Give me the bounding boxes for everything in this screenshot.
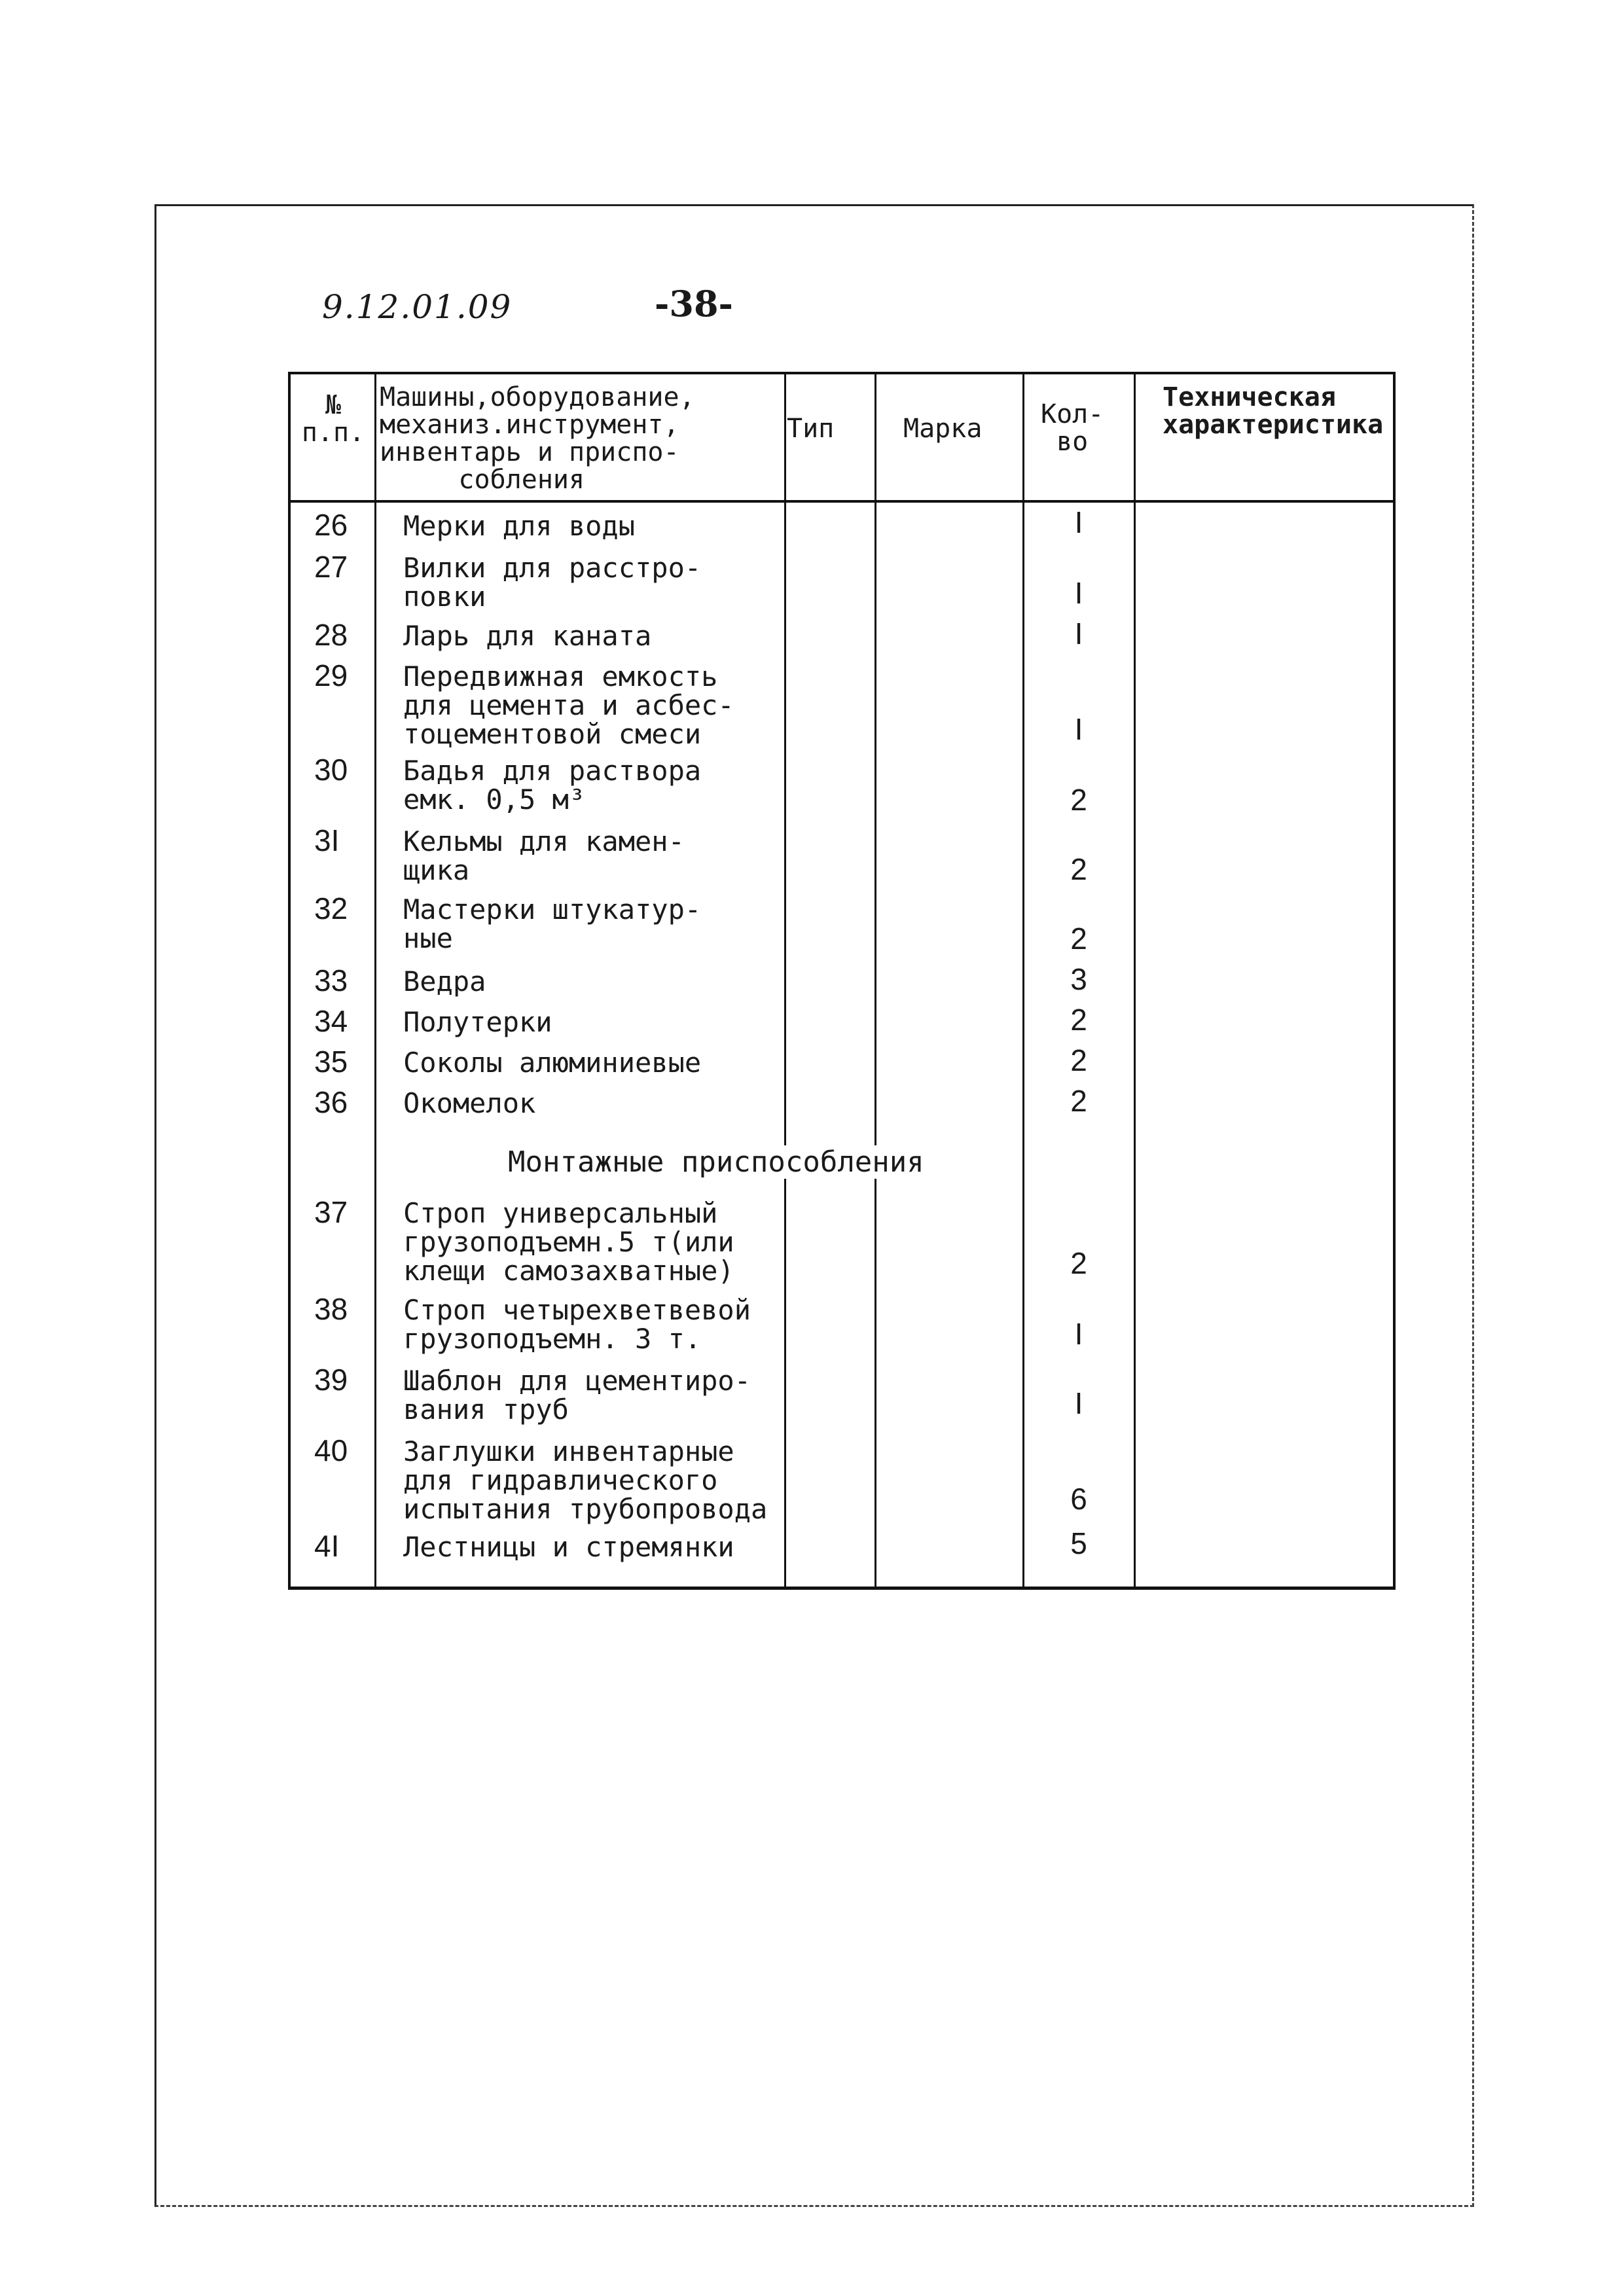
row-38-name: Строп четырехветвевой грузоподъемн. 3 т. (403, 1294, 751, 1355)
row-31-name: Кельмы для камен- щика (403, 825, 685, 886)
row-30-qty: 2 (1070, 783, 1087, 817)
row-33-qty: 3 (1070, 962, 1087, 996)
row-34-qty: 2 (1070, 1003, 1087, 1037)
row-40-qty: 6 (1070, 1482, 1087, 1516)
row-29-num: 29 (314, 658, 348, 692)
row-30-num: 30 (314, 753, 348, 787)
row-31-qty: 2 (1070, 852, 1087, 886)
section-title: Монтажные приспособления (504, 1145, 928, 1179)
row-37-num: 37 (314, 1195, 348, 1229)
row-41-qty: 5 (1070, 1526, 1087, 1560)
row-29-qty: I (1074, 712, 1083, 746)
row-26-name: Мерки для воды (403, 510, 636, 542)
header-name: Машины,оборудование, механиз.инструмент, инвентарь и приспо- собления (380, 382, 695, 495)
table-border-right (1393, 372, 1396, 1589)
page-number: -38- (655, 283, 733, 325)
row-34-name: Полутерки (403, 1006, 552, 1038)
row-26-qty: I (1074, 505, 1083, 539)
row-36-name: Окомелок (403, 1087, 536, 1119)
row-39-num: 39 (314, 1363, 348, 1397)
table-border-top (288, 372, 1396, 374)
row-29-name: Передвижная емкость для цемента и асбес- тоцементовой смеси (403, 660, 734, 750)
row-37-qty: 2 (1070, 1246, 1087, 1280)
row-35-qty: 2 (1070, 1043, 1087, 1077)
header-qty: Кол- во (1041, 399, 1104, 457)
row-35-name: Соколы алюминиевые (403, 1047, 702, 1079)
equipment-table (288, 372, 1396, 1589)
col-sep-2 (784, 372, 786, 1589)
row-41-name: Лестницы и стремянки (403, 1531, 734, 1563)
row-38-qty: I (1074, 1317, 1083, 1351)
row-34-num: 34 (314, 1004, 348, 1038)
col-sep-1 (374, 372, 376, 1589)
row-33-name: Ведра (403, 965, 486, 997)
col-sep-3 (875, 372, 876, 1589)
row-30-name: Бадья для раствора емк. 0,5 м³ (403, 755, 702, 816)
header-separator (288, 500, 1396, 503)
document-code: 9.12.01.09 (322, 288, 513, 326)
table-border-left (288, 372, 291, 1589)
header-num: № п.п. (301, 390, 365, 448)
row-36-num: 36 (314, 1085, 348, 1119)
col-sep-5 (1134, 372, 1136, 1589)
row-28-name: Ларь для каната (403, 620, 652, 652)
row-35-num: 35 (314, 1045, 348, 1079)
row-26-num: 26 (314, 508, 348, 542)
row-38-num: 38 (314, 1292, 348, 1326)
row-36-qty: 2 (1070, 1084, 1087, 1118)
table-border-bottom (288, 1587, 1396, 1590)
row-32-name: Мастерки штукатур- ные (403, 893, 702, 954)
row-40-name: Заглушки инвентарные для гидравлического испытания трубопровода (403, 1435, 768, 1525)
row-32-qty: 2 (1070, 922, 1087, 956)
row-39-name: Шаблон для цементиро- вания труб (403, 1365, 751, 1426)
row-27-name: Вилки для расстро- повки (403, 552, 702, 613)
row-28-qty: I (1074, 617, 1083, 651)
row-27-num: 27 (314, 550, 348, 584)
row-28-num: 28 (314, 618, 348, 652)
header-spec: Техническая характеристика (1163, 382, 1384, 440)
row-39-qty: I (1074, 1386, 1083, 1420)
row-40-num: 40 (314, 1433, 348, 1467)
row-27-qty: I (1074, 576, 1083, 610)
col-sep-4 (1022, 372, 1024, 1589)
row-31-num: 3I (314, 823, 340, 857)
header-type: Тип (787, 414, 835, 444)
header-brand: Марка (903, 414, 983, 444)
row-37-name: Строп универсальный грузоподъемн.5 т(или клещи самозахватные) (403, 1197, 734, 1287)
row-41-num: 4I (314, 1529, 340, 1563)
row-32-num: 32 (314, 891, 348, 925)
row-33-num: 33 (314, 963, 348, 997)
